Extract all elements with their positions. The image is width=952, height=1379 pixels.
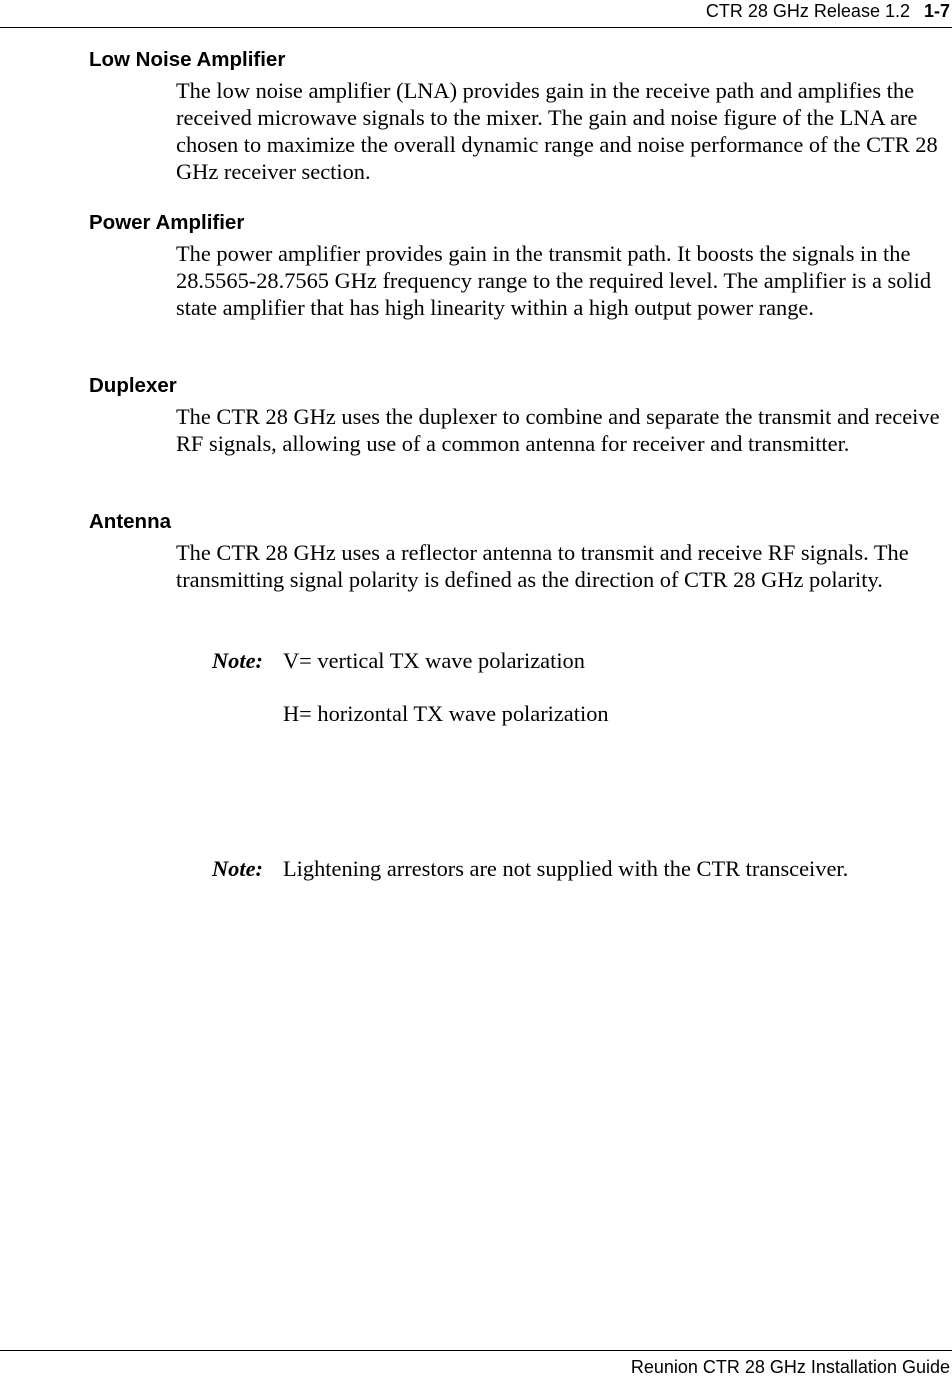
note-label: Note:: [212, 648, 263, 673]
section-heading-power-amplifier: Power Amplifier: [89, 211, 245, 234]
page-footer: Reunion CTR 28 GHz Installation Guide: [630, 1357, 950, 1377]
section-heading-low-noise-amplifier: Low Noise Amplifier: [89, 48, 286, 71]
footer-rule: [0, 1350, 952, 1351]
page-number: 1-7: [923, 1, 950, 21]
section-body-duplexer: The CTR 28 GHz uses the duplexer to combine and separate the transmit and receive RF signals, allowing use of a common antenna for receiver and transmitter.: [176, 404, 940, 456]
section-body-antenna: The CTR 28 GHz uses a reflector antenna to transmit and receive RF signals. The transmitting signal polarity is defined as the direction of CTR 28 GHz polarity.: [176, 540, 909, 592]
section-heading-duplexer: Duplexer: [89, 374, 177, 397]
section-body-power-amplifier: The power amplifier provides gain in the transmit path. It boosts the signals in the 28.5565-28.7565 GHz frequency range to the required level. The amplifier is a solid state amplifier that has high linearity within a high output power range.: [176, 241, 932, 320]
note-text-horizontal-polarization: H= horizontal TX wave polarization: [283, 701, 609, 726]
header-rule: [0, 27, 952, 28]
note-label: Note:: [212, 856, 263, 881]
page-header: [706, 1, 950, 22]
section-body-low-noise-amplifier: The low noise amplifier (LNA) provides gain in the receive path and amplifies the received microwave signals to the mixer. The gain and noise figure of the LNA are chosen to maximize the overall dynamic range and noise performance of the CTR 28 GHz receiver section.: [176, 78, 938, 184]
section-heading-antenna: Antenna: [89, 510, 171, 533]
note-text-lightening-arrestors: Lightening arrestors are not supplied with the CTR transceiver.: [283, 856, 849, 881]
note-text-vertical-polarization: V= vertical TX wave polarization: [283, 648, 585, 673]
header-title: CTR 28 GHz Release 1.2: [705, 1, 910, 21]
